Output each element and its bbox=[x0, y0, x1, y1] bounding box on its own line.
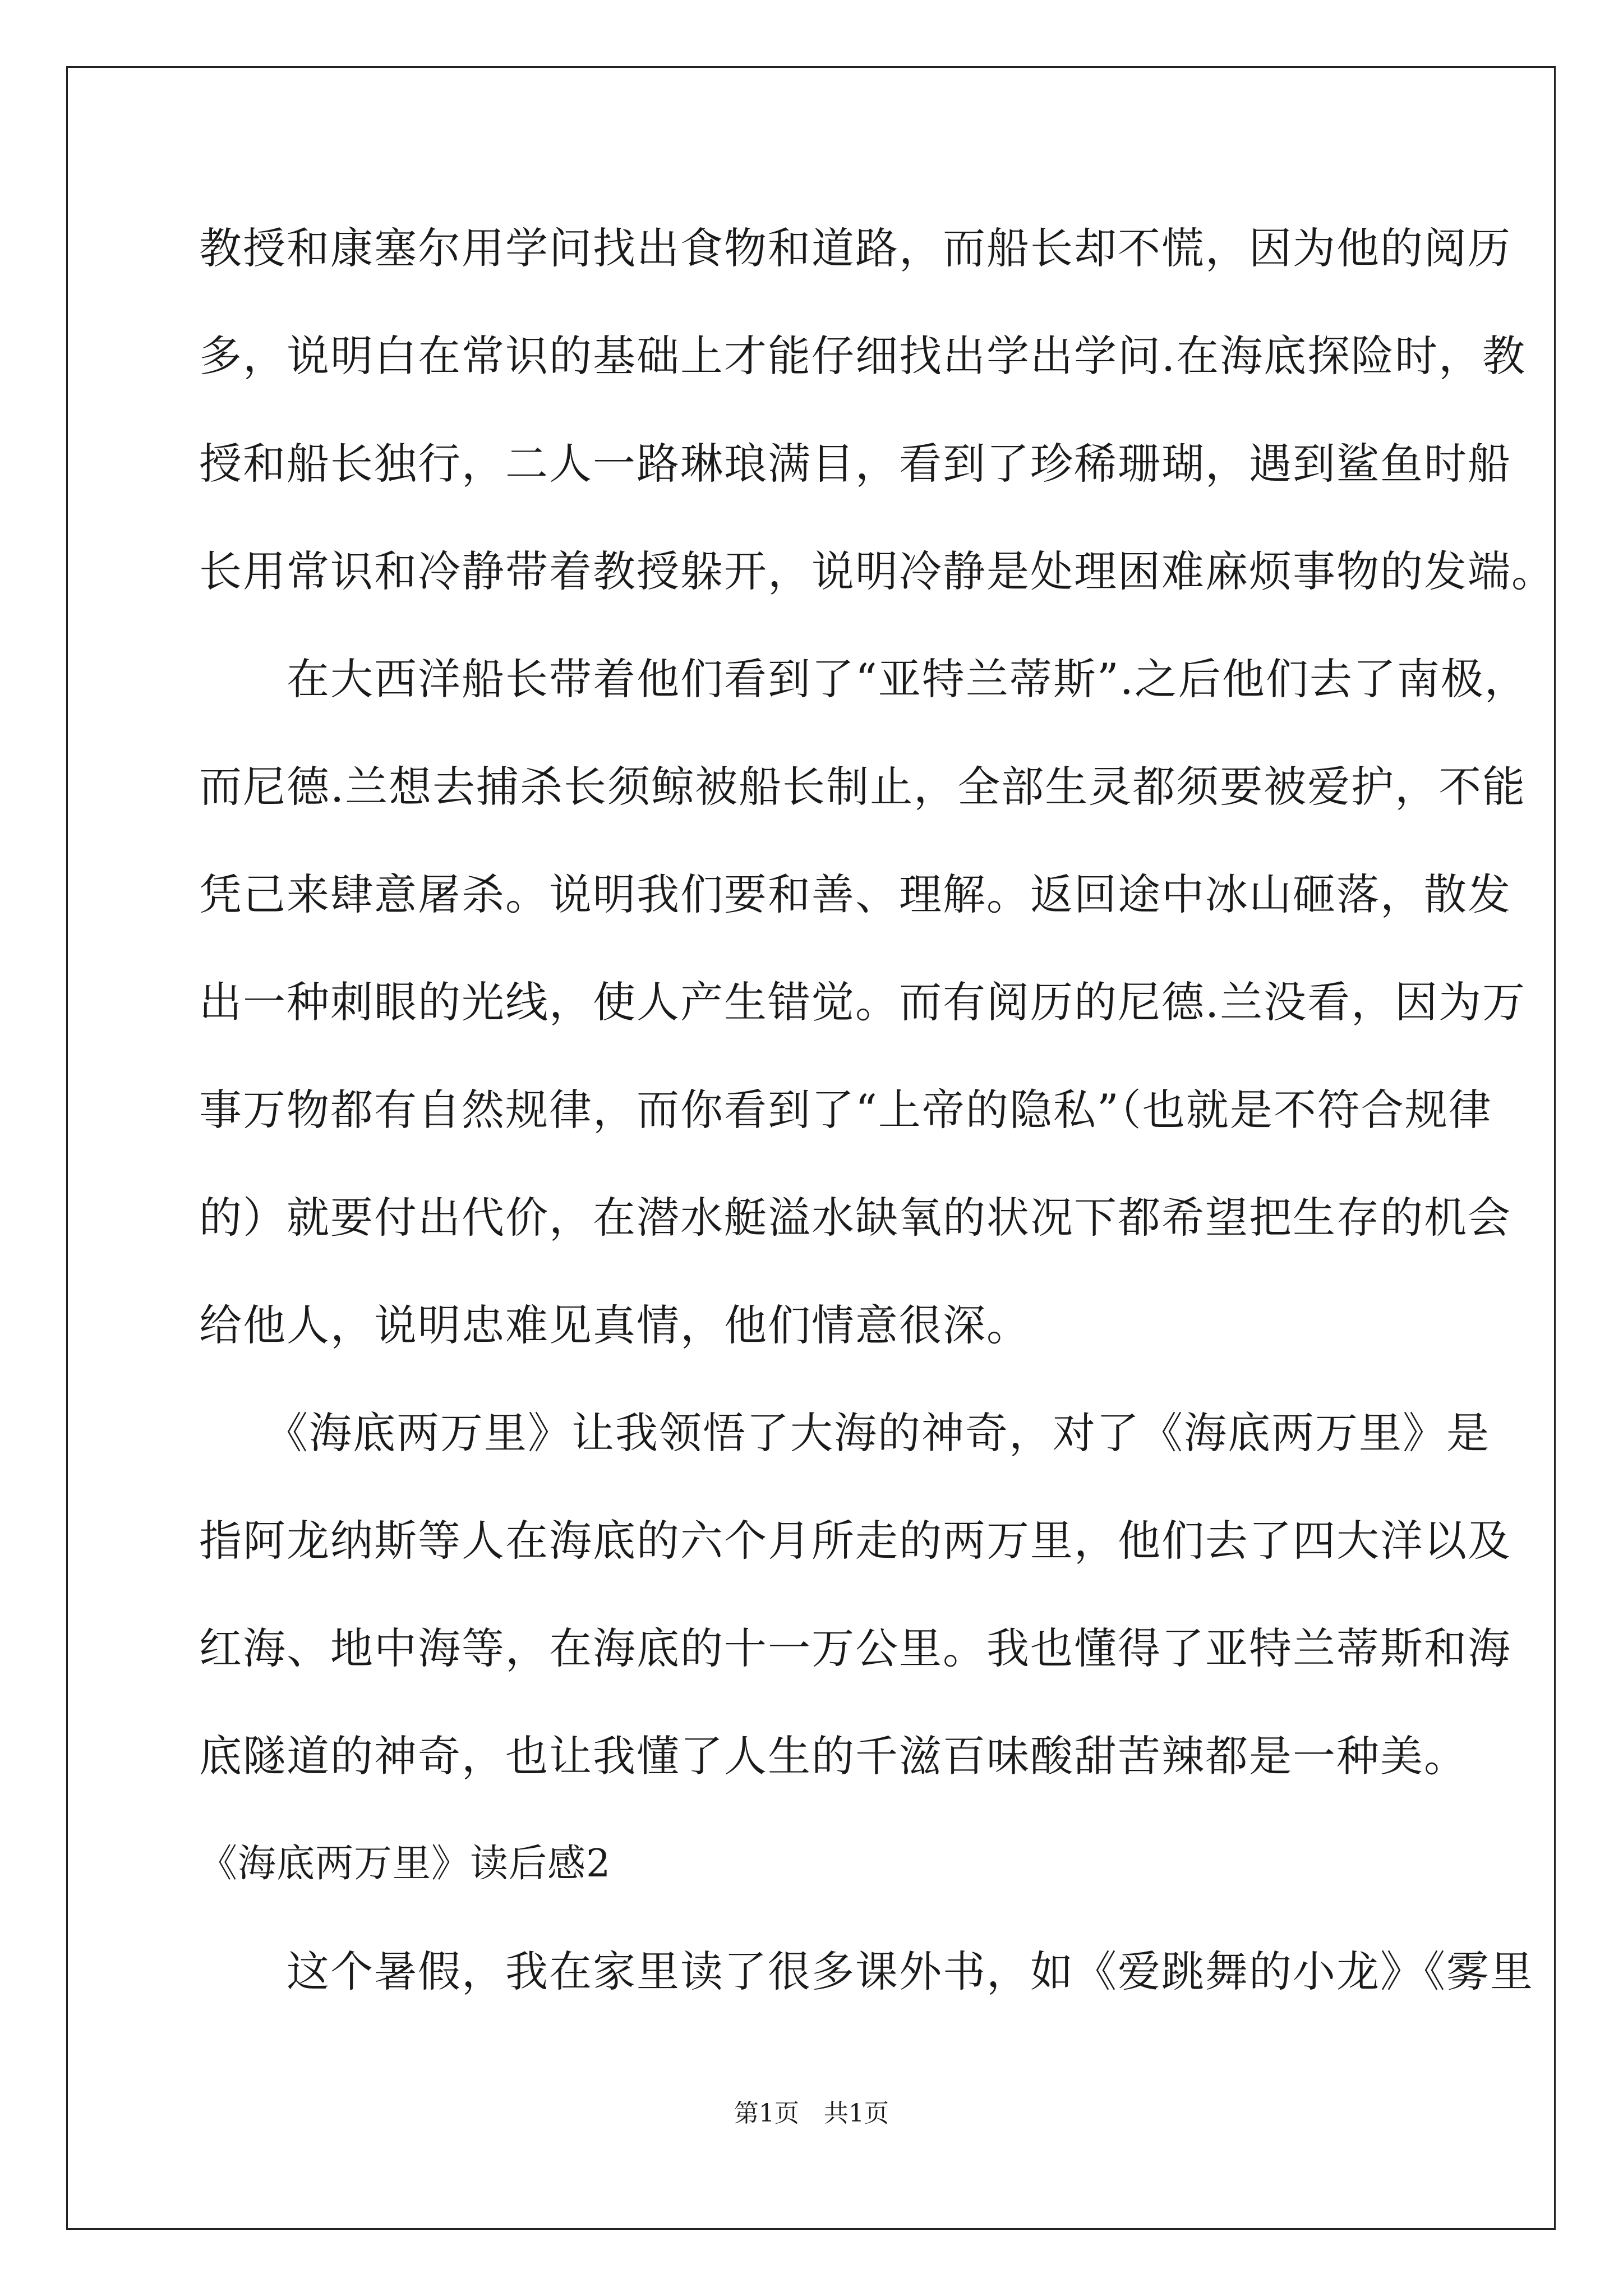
text-line: 《海底两万里》让我领悟了大海的神奇，对了《海底两万里》是 bbox=[199, 1408, 1490, 1458]
text-line: 底隧道的神奇，也让我懂了人生的千滋百味酸甜苦辣都是一种美。 bbox=[199, 1731, 1468, 1781]
text-line: 的）就要付出代价，在潜水艇溢水缺氧的状况下都希望把生存的机会 bbox=[199, 1193, 1511, 1243]
text-line: 这个暑假，我在家里读了很多课外书，如《爱跳舞的小龙》《雾里 bbox=[199, 1947, 1534, 1996]
text-line: 而尼德.兰想去捕杀长须鲸被船长制止，全部生灵都须要被爱护，不能 bbox=[199, 762, 1527, 812]
text-line: 指阿龙纳斯等人在海底的六个月所走的两万里，他们去了四大洋以及 bbox=[199, 1516, 1511, 1566]
text-line: 事万物都有自然规律，而你看到了“上帝的隐私”（也就是不符合规律 bbox=[199, 1085, 1492, 1135]
text-line: 授和船长独行，二人一路琳琅满目，看到了珍稀珊瑚，遇到鲨鱼时船 bbox=[199, 439, 1511, 489]
page-footer: 第1页 共1页 bbox=[734, 2099, 889, 2128]
text-line: 红海、地中海等，在海底的十一万公里。我也懂得了亚特兰蒂斯和海 bbox=[199, 1623, 1511, 1673]
text-line: 出一种刺眼的光线，使人产生错觉。而有阅历的尼德.兰没看，因为万 bbox=[199, 977, 1527, 1027]
text-line: 长用常识和冷静带着教授躲开，说明冷静是处理困难麻烦事物的发端。 bbox=[199, 546, 1555, 596]
text-line: 多，说明白在常识的基础上才能仔细找出学出学问.在海底探险时，教 bbox=[199, 331, 1527, 381]
document-body bbox=[199, 206, 1555, 2037]
text-line: 教授和康塞尔用学问找出食物和道路，而船长却不慌，因为他的阅历 bbox=[199, 223, 1511, 273]
text-line: 凭己来肆意屠杀。说明我们要和善、理解。返回途中冰山砸落，散发 bbox=[199, 869, 1511, 919]
text-line: 给他人，说明忠难见真情，他们情意很深。 bbox=[199, 1300, 1030, 1350]
section-heading: 《海底两万里》读后感2 bbox=[199, 1842, 611, 1886]
text-line: 在大西洋船长带着他们看到了“亚特兰蒂斯”.之后他们去了南极， bbox=[199, 654, 1528, 704]
